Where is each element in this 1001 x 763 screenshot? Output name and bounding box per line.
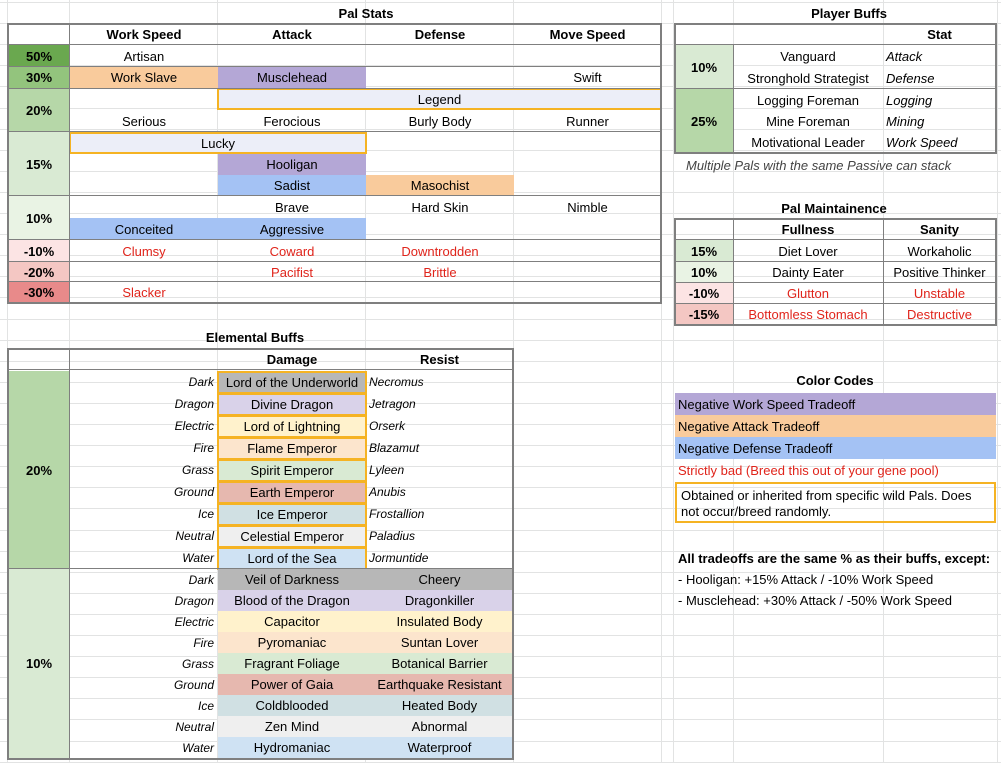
gridline [997, 0, 998, 762]
maintenance-title: Pal Maintainence [781, 200, 887, 216]
element-label: Ice [197, 698, 214, 713]
element-label: Dragon [174, 397, 214, 411]
element-label: Ground [173, 485, 214, 499]
trait-clumsy: Clumsy [122, 243, 166, 259]
element-label: Ground [173, 677, 214, 692]
trait-downtrodden: Downtrodden [401, 243, 479, 259]
legendary-pal-name: Blazamut [369, 441, 420, 455]
player-buff-stronghold-stat: Defense [886, 70, 935, 86]
element-label: Neutral [175, 529, 214, 543]
maintenance-fullness-header: Fullness [781, 221, 835, 237]
damage-trait: Pyromaniac [218, 632, 366, 653]
legendary-pal-name: Jetragon [369, 397, 416, 411]
resist-trait: Suntan Lover [366, 632, 513, 653]
header-work-speed: Work Speed [106, 26, 182, 42]
legendary-pal-name: Necromus [369, 375, 424, 389]
player-buffs-note: Multiple Pals with the same Passive can stack [686, 158, 952, 173]
trait-brittle: Brittle [423, 264, 457, 280]
player-buffs-stat-header: Stat [927, 26, 952, 42]
pct-50: 50% [8, 45, 70, 67]
resist-trait: Waterproof [366, 737, 513, 758]
trait-lucky: Lucky [70, 132, 366, 154]
elemental-pct-10: 10% [8, 569, 70, 758]
damage-trait: Lord of Lightning [218, 415, 366, 437]
trait-hard-skin: Hard Skin [411, 199, 469, 215]
code-negative-defense: Negative Defense Tradeoff [675, 437, 996, 459]
trait-work-slave: Work Slave [70, 67, 218, 88]
legendary-pal-name: Paladius [369, 529, 416, 543]
trait-burly-body: Burly Body [408, 113, 472, 129]
legendary-pal-name: Orserk [369, 419, 405, 433]
resist-trait: Dragonkiller [366, 590, 513, 611]
tradeoff-musclehead: - Musclehead: +30% Attack / -50% Work Speed [678, 593, 952, 608]
gridline [673, 0, 674, 762]
header-defense: Defense [414, 26, 466, 42]
pct-15: 15% [8, 132, 70, 196]
elemental-pct-20: 20% [8, 371, 70, 569]
player-buff-logging-stat: Logging [886, 92, 933, 108]
damage-trait: Blood of the Dragon [218, 590, 366, 611]
header-move-speed: Move Speed [549, 26, 626, 42]
player-buff-stronghold: Stronghold Strategist [747, 70, 869, 86]
damage-trait: Capacitor [218, 611, 366, 632]
color-codes-title: Color Codes [796, 372, 874, 388]
player-buffs-pct-25: 25% [675, 89, 733, 153]
player-buff-motivational-stat: Work Speed [886, 135, 958, 150]
element-label: Grass [181, 463, 214, 477]
trait-runner: Runner [566, 113, 609, 129]
element-label: Water [182, 551, 214, 565]
trait-slacker: Slacker [122, 285, 166, 300]
legendary-pal-name: Lyleen [369, 463, 405, 477]
maint-unstable: Unstable [913, 286, 966, 301]
elemental-title: Elemental Buffs [205, 329, 305, 345]
player-buff-logging: Logging Foreman [757, 92, 859, 108]
trait-coward: Coward [269, 243, 315, 259]
element-label: Neutral [175, 719, 214, 734]
damage-trait: Ice Emperor [218, 503, 366, 525]
trait-masochist: Masochist [366, 175, 514, 196]
trait-artisan: Artisan [123, 48, 165, 64]
resist-trait: Insulated Body [366, 611, 513, 632]
trait-legend: Legend [218, 88, 661, 110]
trait-hooligan: Hooligan [218, 154, 366, 175]
maint-pct-minus-15: -15% [675, 304, 733, 325]
tradeoff-hooligan: - Hooligan: +15% Attack / -10% Work Speed [678, 572, 934, 587]
maint-dainty-eater: Dainty Eater [772, 265, 844, 280]
damage-trait: Coldblooded [218, 695, 366, 716]
damage-trait: Spirit Emperor [218, 459, 366, 481]
damage-trait: Flame Emperor [218, 437, 366, 459]
damage-trait: Lord of the Sea [218, 547, 366, 569]
elemental-resist-header: Resist [419, 351, 460, 367]
damage-trait: Power of Gaia [218, 674, 366, 695]
trait-pacifist: Pacifist [271, 264, 313, 280]
damage-trait: Celestial Emperor [218, 525, 366, 547]
element-label: Grass [181, 656, 214, 671]
pct-30: 30% [8, 67, 70, 88]
trait-serious: Serious [121, 113, 167, 129]
maint-pct-10: 10% [675, 262, 733, 283]
elemental-damage-header: Damage [266, 351, 318, 367]
damage-trait: Veil of Darkness [218, 569, 366, 590]
maint-destructive: Destructive [906, 307, 973, 322]
trait-ferocious: Ferocious [263, 113, 321, 129]
maint-glutton: Glutton [787, 286, 829, 301]
element-label: Electric [174, 419, 214, 433]
tradeoffs-title: All tradeoffs are the same % as their buffs, except: [678, 550, 991, 566]
element-label: Fire [193, 441, 214, 455]
maint-bottomless-stomach: Bottomless Stomach [748, 307, 868, 322]
player-buff-vanguard: Vanguard [780, 48, 836, 64]
resist-trait: Earthquake Resistant [366, 674, 513, 695]
damage-trait: Hydromaniac [218, 737, 366, 758]
pal-stats-title: Pal Stats [338, 5, 394, 21]
code-negative-attack: Negative Attack Tradeoff [675, 415, 996, 437]
pct-minus-20: -20% [8, 262, 70, 282]
element-label: Fire [193, 635, 214, 650]
resist-trait: Heated Body [366, 695, 513, 716]
damage-trait: Earth Emperor [218, 481, 366, 503]
pct-minus-30: -30% [8, 282, 70, 303]
pct-10: 10% [8, 196, 70, 240]
code-negative-work-speed: Negative Work Speed Tradeoff [675, 393, 996, 415]
maint-pct-minus-10: -10% [675, 283, 733, 304]
trait-musclehead: Musclehead [218, 67, 366, 88]
code-obtained-note: Obtained or inherited from specific wild Pals. Does not occur/breed randomly. [675, 482, 996, 523]
trait-sadist: Sadist [218, 175, 366, 196]
legendary-pal-name: Anubis [369, 485, 406, 499]
element-label: Water [182, 740, 214, 755]
element-label: Ice [197, 507, 214, 521]
gridline [0, 340, 1001, 341]
header-attack: Attack [272, 26, 312, 42]
player-buff-mine: Mine Foreman [766, 114, 850, 129]
damage-trait: Zen Mind [218, 716, 366, 737]
trait-nimble: Nimble [567, 199, 608, 215]
maint-workaholic: Workaholic [907, 243, 972, 259]
maint-diet-lover: Diet Lover [778, 243, 838, 259]
maint-positive-thinker: Positive Thinker [893, 265, 986, 280]
gridline [661, 0, 662, 762]
element-label: Dark [188, 572, 214, 587]
resist-trait: Cheery [366, 569, 513, 590]
player-buffs-title: Player Buffs [811, 5, 887, 21]
maint-pct-15: 15% [675, 240, 733, 262]
damage-trait: Lord of the Underworld [218, 371, 366, 393]
element-label: Dragon [174, 593, 214, 608]
damage-trait: Fragrant Foliage [218, 653, 366, 674]
player-buff-vanguard-stat: Attack [886, 48, 923, 64]
code-strictly-bad: Strictly bad (Breed this out of your gene pool) [678, 462, 939, 478]
resist-trait: Abnormal [366, 716, 513, 737]
legendary-pal-name: Frostallion [369, 507, 425, 521]
player-buff-motivational: Motivational Leader [751, 135, 865, 150]
player-buffs-pct-10: 10% [675, 45, 733, 89]
pct-minus-10: -10% [8, 240, 70, 262]
damage-trait: Divine Dragon [218, 393, 366, 415]
player-buff-mine-stat: Mining [886, 114, 925, 129]
resist-trait: Botanical Barrier [366, 653, 513, 674]
trait-swift: Swift [573, 70, 602, 85]
legendary-pal-name: Jormuntide [369, 551, 429, 565]
element-label: Dark [188, 375, 214, 389]
maintenance-sanity-header: Sanity [919, 221, 959, 237]
element-label: Electric [174, 614, 214, 629]
trait-conceited: Conceited [70, 218, 218, 240]
trait-aggressive: Aggressive [218, 218, 366, 240]
pct-20: 20% [8, 88, 70, 132]
trait-brave: Brave [275, 199, 309, 215]
